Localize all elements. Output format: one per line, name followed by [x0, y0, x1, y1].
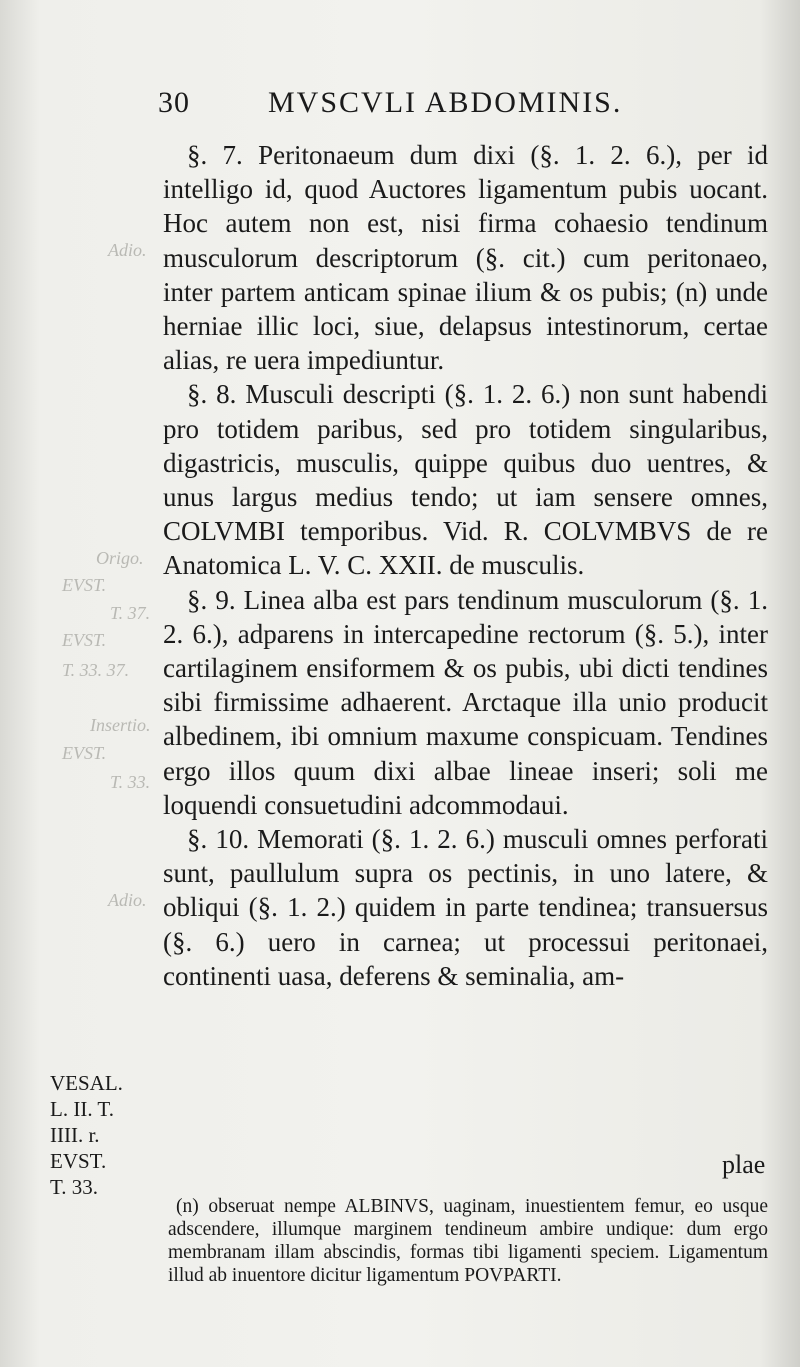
- footnote-text: (n) obseruat nempe ALBINVS, uaginam, inuestientem femur, eo usque adscendere, illumque marginem tendineum ambire undique: dum ergo membranam illam abscindis, formas tibi ligamenti speciem. Ligamentum illud ab inuentore dicitur ligamentum POVPARTI.: [168, 1196, 768, 1286]
- margin-line: VESAL.: [50, 1071, 123, 1095]
- margin-line: EVST.: [50, 1149, 107, 1173]
- catchword: plae: [722, 1150, 766, 1179]
- running-header: [150, 86, 750, 130]
- margin-line: IIII. r.: [50, 1123, 100, 1147]
- page-number: 30: [158, 86, 190, 119]
- paragraph-section-8: §. 8. Musculi descripti (§. 1. 2. 6.) non sunt habendi pro totidem paribus, sed pro totidem singularibus, digastricis, musculis, quippe quibus duo uentres, & unus largus medius tendo; ut iam sensere omnes, COLVMBI temporibus. Vid. R. COLVMBVS de re Anatomica L. V. C. XXII. de musculis.: [163, 379, 768, 581]
- running-title: MVSCVLI ABDOMINIS.: [268, 86, 623, 119]
- margin-line: T. 33.: [50, 1175, 99, 1199]
- paragraph-section-7: §. 7. Peritonaeum dum dixi (§. 1. 2. 6.), per id intelligo id, quod Auctores ligamentum pubis uocant. Hoc autem non est, nisi firma cohaesio tendinum musculorum descriptorum (§. cit.) cum peritonaeo, inter partem anticam spinae ilium & os pubis; (n) unde herniae illic loci, siue, delapsus intestinorum, certae alias, re uera impediuntur.: [163, 140, 768, 376]
- show-through-text: EVST.: [62, 743, 107, 763]
- show-through-text: T. 37.: [110, 603, 151, 623]
- show-through-text: EVST.: [62, 630, 107, 650]
- show-through-text: Adio.: [108, 240, 147, 260]
- margin-reference: [50, 1070, 160, 1200]
- paragraph-section-10: §. 10. Memorati (§. 1. 2. 6.) musculi omnes perforati sunt, paullulum supra os pectinis, in uno latere, & obliqui (§. 1. 2.) quidem in parte tendinea; transuersus (§. 6.) uero in carnea; ut processui peritonaei, continenti uasa, deferens & seminalia, am-: [163, 824, 768, 991]
- show-through-text: T. 33.: [110, 772, 151, 792]
- main-text: [163, 138, 768, 993]
- show-through-text: Origo.: [96, 548, 144, 568]
- show-through-text: Insertio.: [90, 715, 151, 735]
- paragraph-section-9: §. 9. Linea alba est pars tendinum musculorum (§. 1. 2. 6.), adparens in intercapedine rectorum (§. 5.), inter cartilaginem ensiformem & os pubis, ubi dicti tendines sibi firmissime adhaerent. Arctaque illa unio producit albedinem, ibi omnium maxume conspicuam. Tendines ergo illos quum dixi albae lineae inseri; soli me loquendi consuetudini adcommodaui.: [163, 584, 768, 820]
- footnote: [168, 1195, 768, 1287]
- show-through-text: T. 33. 37.: [62, 660, 130, 680]
- show-through-text: Adio.: [108, 890, 147, 910]
- margin-line: L. II. T.: [50, 1097, 114, 1121]
- show-through-text: EVST.: [62, 575, 107, 595]
